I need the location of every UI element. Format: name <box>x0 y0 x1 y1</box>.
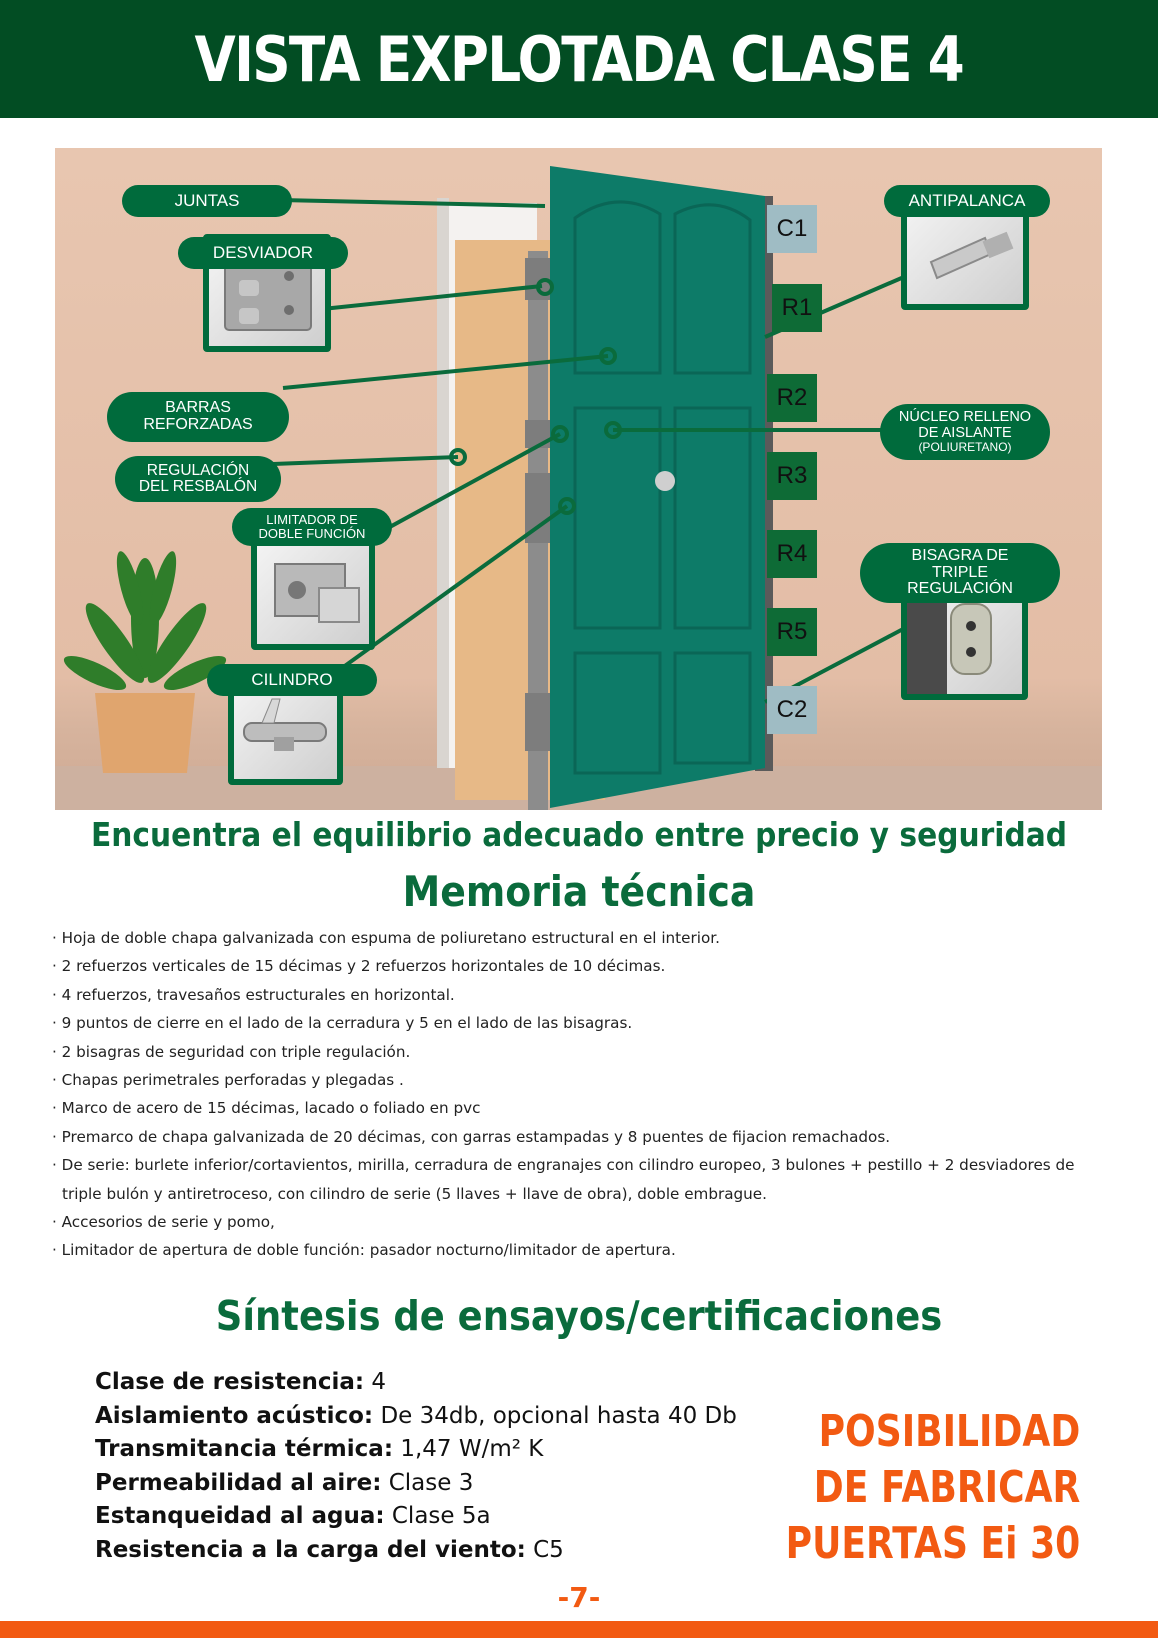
list-item: · Accesorios de serie y pomo, <box>52 1208 1112 1236</box>
cert-value: C5 <box>525 1536 564 1563</box>
cert-key: Permeabilidad al aire: <box>95 1469 382 1496</box>
cert-row <box>95 1534 737 1568</box>
label-limitador-doble-funcion: LIMITADOR DE DOBLE FUNCIÓN <box>232 508 392 546</box>
cert-value: Clase 5a <box>384 1503 491 1530</box>
limitador-icon <box>257 538 369 644</box>
code-r1: R1 <box>772 284 822 332</box>
memoria-list <box>52 924 1112 1265</box>
cert-key: Aislamiento acústico: <box>95 1402 374 1429</box>
label-cilindro: CILINDRO <box>207 664 377 696</box>
label-juntas: JUNTAS <box>122 185 292 217</box>
code-r2: R2 <box>767 374 817 422</box>
page-title: VISTA EXPLOTADA CLASE 4 <box>194 22 964 96</box>
label-nucleo-relleno: NÚCLEO RELLENO DE AISLANTE (POLIURETANO) <box>880 404 1050 460</box>
label-desviador: DESVIADOR <box>178 237 348 269</box>
label-regulacion-resbalon: REGULACIÓN DEL RESBALÓN <box>115 456 281 502</box>
list-item: · 4 refuerzos, travesaños estructurales en horizontal. <box>52 981 1112 1009</box>
plant-pot <box>95 693 195 773</box>
footer-bar <box>0 1621 1158 1638</box>
cert-value: Clase 3 <box>381 1469 474 1496</box>
cert-value: 4 <box>364 1369 387 1395</box>
cert-row <box>95 1467 737 1501</box>
cert-key: Resistencia a la carga del viento: <box>95 1536 526 1563</box>
list-item: · 2 refuerzos verticales de 15 décimas y 2 refuerzos horizontales de 10 décimas. <box>52 952 1112 980</box>
page-number: -7- <box>557 1581 601 1614</box>
plant-leaves <box>60 549 230 696</box>
cert-key: Clase de resistencia: <box>95 1369 365 1395</box>
list-item: · 2 bisagras de seguridad con triple regulación. <box>52 1038 1112 1066</box>
label-barras-reforzadas: BARRAS REFORZADAS <box>107 392 289 442</box>
page-header <box>0 0 1158 118</box>
list-item: · Hoja de doble chapa galvanizada con espuma de poliuretano estructural en el interior. <box>52 924 1112 952</box>
cert-key: Estanqueidad al agua: <box>95 1503 385 1530</box>
cert-value: De 34db, opcional hasta 40 Db <box>373 1402 737 1429</box>
door-knob <box>655 471 675 491</box>
list-item: · De serie: burlete inferior/cortavientos, mirilla, cerradura de engranajes con cilindro europeo, 3 bulones + pestillo + 2 desviadores de triple bulón y antiretroceso, con cilindro de serie (5 llaves + llave de obra), doble embrague. <box>52 1151 1112 1208</box>
promo-line: POSIBILIDAD <box>818 1406 1080 1457</box>
label-antipalanca: ANTIPALANCA <box>884 185 1050 217</box>
memoria-title: Memoria técnica <box>402 867 756 916</box>
list-item: · Marco de acero de 15 décimas, lacado o foliado en pvc <box>52 1094 1112 1122</box>
cert-row <box>95 1400 737 1434</box>
limitador-photo <box>251 532 375 650</box>
code-r3: R3 <box>767 452 817 500</box>
code-c1: C1 <box>767 205 817 253</box>
list-item: · 9 puntos de cierre en el lado de la cerradura y 5 en el lado de las bisagras. <box>52 1009 1112 1037</box>
list-item: · Limitador de apertura de doble función: pasador nocturno/limitador de apertura. <box>52 1236 1112 1264</box>
cert-row <box>95 1433 737 1467</box>
sintesis-title: Síntesis de ensayos/certificaciones <box>215 1292 943 1340</box>
promo-line: DE FABRICAR <box>813 1462 1080 1513</box>
code-c2: C2 <box>767 686 817 734</box>
cert-key: Transmitancia térmica: <box>95 1436 394 1463</box>
exploded-door-figure <box>55 148 1102 810</box>
certifications-list <box>95 1366 737 1568</box>
code-r5: R5 <box>767 608 817 656</box>
promo-ei30 <box>785 1404 1080 1572</box>
cert-row <box>95 1500 737 1534</box>
tagline: Encuentra el equilibrio adecuado entre precio y seguridad <box>90 815 1068 854</box>
list-item: · Chapas perimetrales perforadas y plegadas . <box>52 1066 1112 1094</box>
promo-line: PUERTAS Ei 30 <box>785 1518 1080 1569</box>
list-item: · Premarco de chapa galvanizada de 20 décimas, con garras estampadas y 8 puentes de fijacion remachados. <box>52 1123 1112 1151</box>
cert-row <box>95 1366 737 1400</box>
code-r4: R4 <box>767 530 817 578</box>
cert-value: 1,47 W/m² K <box>393 1436 544 1463</box>
label-bisagra-triple-regulacion: BISAGRA DE TRIPLE REGULACIÓN <box>860 543 1060 603</box>
